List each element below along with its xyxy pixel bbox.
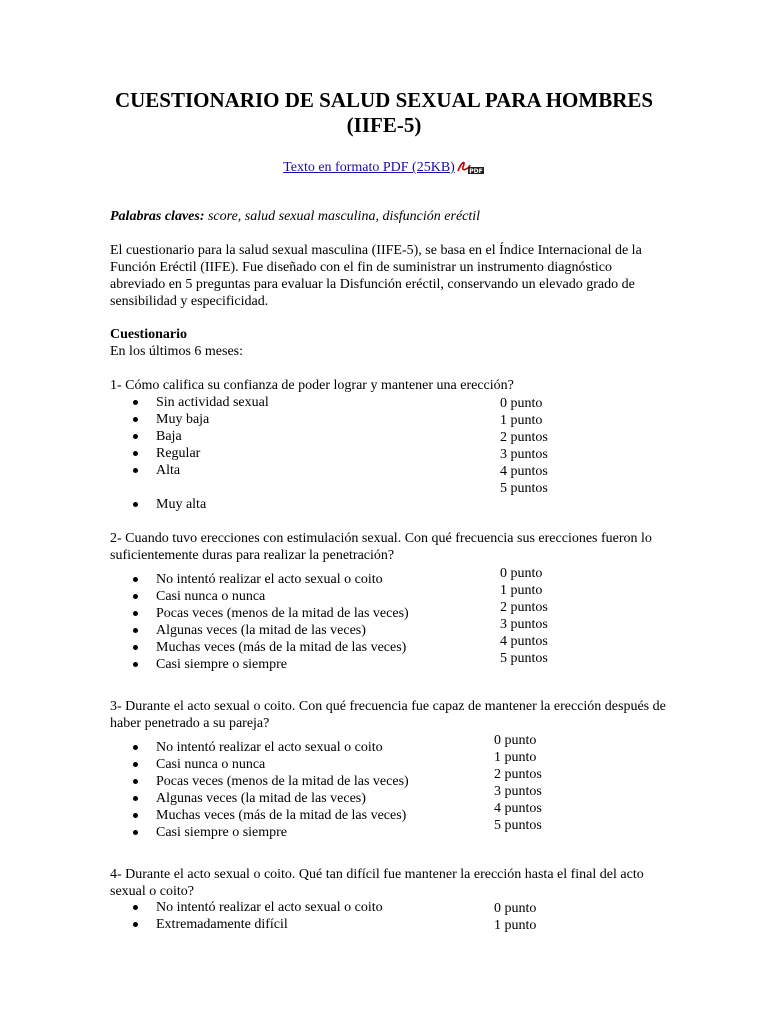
points-value: 5 puntos [500,651,548,666]
page-title: CUESTIONARIO DE SALUD SEXUAL PARA HOMBRES (IIFE-5) [114,88,654,137]
pdf-icon-text: PDF [469,168,483,174]
points-value: 0 punto [494,733,537,748]
option-label: No intentó realizar el acto sexual o coito [156,572,383,587]
keywords [110,208,670,225]
question-3-points [494,732,542,834]
option-label: No intentó realizar el acto sexual o coito [156,900,383,915]
option-label: Casi siempre o siempre [156,825,288,840]
option-label: Pocas veces (menos de la mitad de las veces) [156,774,409,789]
bullet-icon [133,762,138,767]
bullet-icon [133,796,138,801]
bullet-icon [133,662,138,667]
option-label: Casi nunca o nunca [156,589,266,604]
question-3-text: 3- Durante el acto sexual o coito. Con qué frecuencia fue capaz de mantener la erección después de haber penetrado a su pareja? [110,699,666,731]
option-label: Sin actividad sexual [156,395,269,410]
option-label: Muchas veces (más de la mitad de las veces) [156,808,407,823]
points-value: 0 punto [494,901,537,916]
pdf-download-link[interactable]: Texto en formato PDF (25KB) [283,160,455,175]
question-4-points [494,900,536,934]
option-label: Muy baja [156,412,210,427]
option-label: Muchas veces (más de la mitad de las veces) [156,640,407,655]
points-value: 1 punto [494,918,537,933]
points-value: 2 puntos [500,600,548,615]
points-value: 3 puntos [494,784,542,799]
bullet-icon [133,779,138,784]
points-value: 5 puntos [494,818,542,833]
option-label: No intentó realizar el acto sexual o coito [156,740,383,755]
points-value: 3 puntos [500,447,548,462]
bullet-icon [133,577,138,582]
points-value: 4 puntos [500,464,548,479]
points-value: 1 punto [500,413,543,428]
bullet-icon [133,594,138,599]
bullet-icon [133,434,138,439]
option-label: Alta [156,463,181,478]
option-label: Casi nunca o nunca [156,757,266,772]
pdf-download-row [0,158,768,179]
bullet-icon [133,468,138,473]
points-value: 3 puntos [500,617,548,632]
points-value: 2 puntos [500,430,548,445]
pdf-icon[interactable] [457,158,485,179]
points-value: 2 puntos [494,767,542,782]
bullet-icon [133,628,138,633]
option-label: Baja [156,429,182,444]
intro-paragraph: El cuestionario para la salud sexual masculina (IIFE-5), se basa en el Índice Internacional de la Función Eréctil (IIFE). Fue diseñado con el fin de suministrar un instrumento diagnóstico abreviado en 5 preguntas para evaluar la Disfunción eréctil, conservando un elevado grado de sensibilidad y especificidad. [110,243,642,309]
question-1-points [500,395,548,497]
option-label: Algunas veces (la mitad de las veces) [156,623,366,638]
question-1-text: 1- Cómo califica su confianza de poder lograr y mantener una erección? [110,378,514,393]
option-label: Muy alta [156,497,207,512]
option-label: Casi siempre o siempre [156,657,288,672]
question-4-text: 4- Durante el acto sexual o coito. Qué tan difícil fue mantener la erección hasta el final del acto sexual o coito? [110,867,644,899]
bullet-icon [133,813,138,818]
bullet-icon [133,400,138,405]
option-label: Algunas veces (la mitad de las veces) [156,791,366,806]
points-value: 0 punto [500,566,543,581]
bullet-icon [133,502,138,507]
option-label: Regular [156,446,201,461]
keywords-text: score, salud sexual masculina, disfunción eréctil [204,209,481,224]
section-title: Cuestionario [110,327,187,342]
bullet-icon [133,745,138,750]
bullet-icon [133,922,138,927]
question-2-text: 2- Cuando tuvo erecciones con estimulación sexual. Con qué frecuencia sus erecciones fueron lo suficientemente duras para realizar la penetración? [110,531,652,563]
section-subtitle: En los últimos 6 meses: [110,344,243,359]
bullet-icon [133,451,138,456]
option-label: Pocas veces (menos de la mitad de las veces) [156,606,409,621]
bullet-icon [133,830,138,835]
bullet-icon [133,417,138,422]
points-value: 1 punto [494,750,537,765]
bullet-icon [133,905,138,910]
points-value: 5 puntos [500,481,548,496]
keywords-label: Palabras claves: [110,209,205,224]
points-value: 0 punto [500,396,543,411]
option-label: Extremadamente difícil [156,917,288,932]
points-value: 4 puntos [500,634,548,649]
bullet-icon [133,645,138,650]
points-value: 4 puntos [494,801,542,816]
question-2-points [500,565,548,667]
points-value: 1 punto [500,583,543,598]
bullet-icon [133,611,138,616]
